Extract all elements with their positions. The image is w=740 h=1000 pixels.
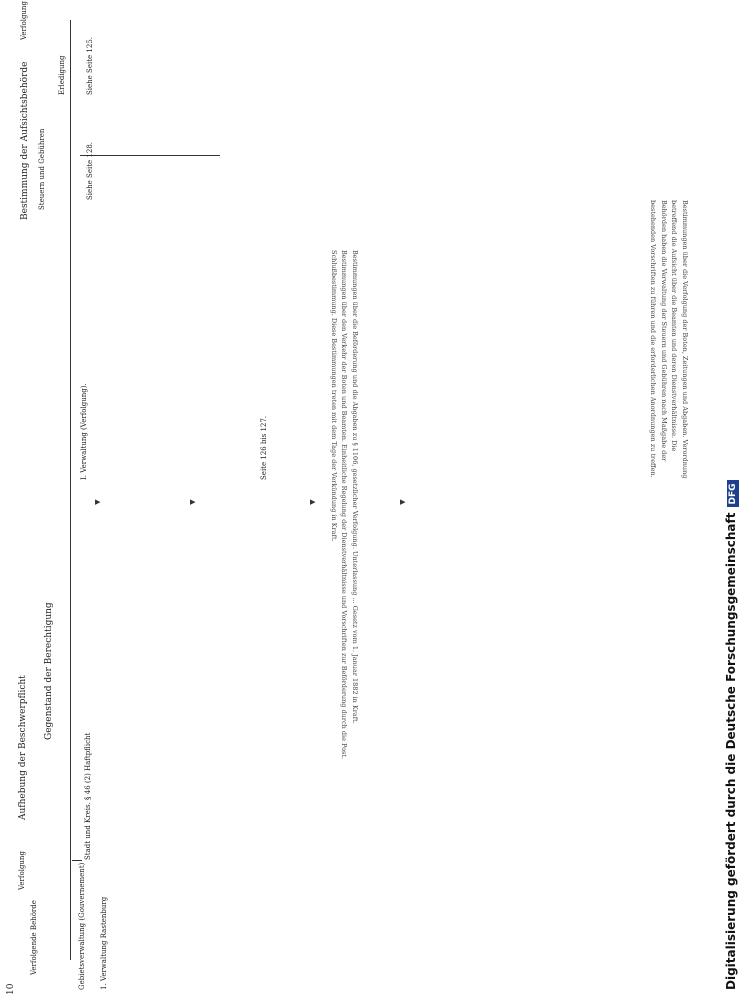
- row-label-2: 1. Verwaltung Rastenburg: [100, 896, 108, 990]
- left-header-title: Aufhebung der Beschwerpflicht: [18, 675, 28, 820]
- right-column-erledigung: Erledigung: [58, 55, 66, 95]
- arrow-marker: ▸: [190, 495, 196, 508]
- right-header-title: Bestimmung der Aufsichtsbehörde: [20, 61, 30, 220]
- left-section-1: Stadt und Kreis. § 46 (2) Haftpflicht: [84, 732, 92, 860]
- right-subheader: Steuern und Gebühren: [38, 128, 46, 210]
- arrow-marker: ▸: [310, 495, 316, 508]
- dfg-stamp: [720, 480, 739, 990]
- margin-note-2: Siehe Seite 125.: [86, 37, 94, 95]
- arrow-marker: ▸: [95, 495, 101, 508]
- margin-note-1: Siehe Seite 128.: [86, 142, 94, 200]
- left-subheader: Gegenstand der Berechtigung: [44, 602, 54, 740]
- page-number: 10: [6, 983, 16, 995]
- left-body-text: Bestimmungen über die Beförderung und die Abgaben zu § 1106, gesetzlicher Verfolgung. Unterlassung ... Gesetz vom 1. Januar 1882 in Kraft. Bestimmungen über den Verkehr der Boten und Beamten. Einheitliche Regelung der Dienstverhältnisse und Vorschriften zur Beförderung durch die Post. Schlußbestimmung. Diese Bestimmungen treten mit dem Tage der Verkündung in Kraft.: [330, 250, 359, 760]
- right-rule: [70, 20, 71, 490]
- right-body-text: Bestimmungen über die Verfolgung der Boten, Zeitungen und Abgaben. Verordnung betreffend die Aufsicht über die Beamten und deren Dienstverhältnisse. Die Behörden haben die Verwaltung der Steuern und Gebühren nach Maßgabe der bestehenden Vorschriften zu führen und die erforderlichen Anordnungen zu treffen.: [649, 200, 689, 479]
- dfg-logo: DFG: [727, 480, 739, 507]
- arrow-marker: ▸: [400, 495, 406, 508]
- dfg-stamp-text: Digitalisierung gefördert durch die Deutsche Forschungsgemeinschaft: [724, 512, 738, 990]
- left-header-verfolgung: Verfolgung: [18, 851, 26, 890]
- right-header-verfolgung: Verfolgung: [20, 1, 28, 40]
- row-label-1: Gebietsverwaltung (Gouvernement): [78, 862, 86, 990]
- right-header-rule: [80, 155, 220, 156]
- left-rule-tick: [72, 860, 82, 861]
- left-header-authority: Verfolgende Behörde: [30, 900, 38, 975]
- right-section-1: I. Verwaltung (Verfolgung).: [80, 383, 88, 480]
- right-section-2: Seite 126 bis 127.: [260, 415, 268, 480]
